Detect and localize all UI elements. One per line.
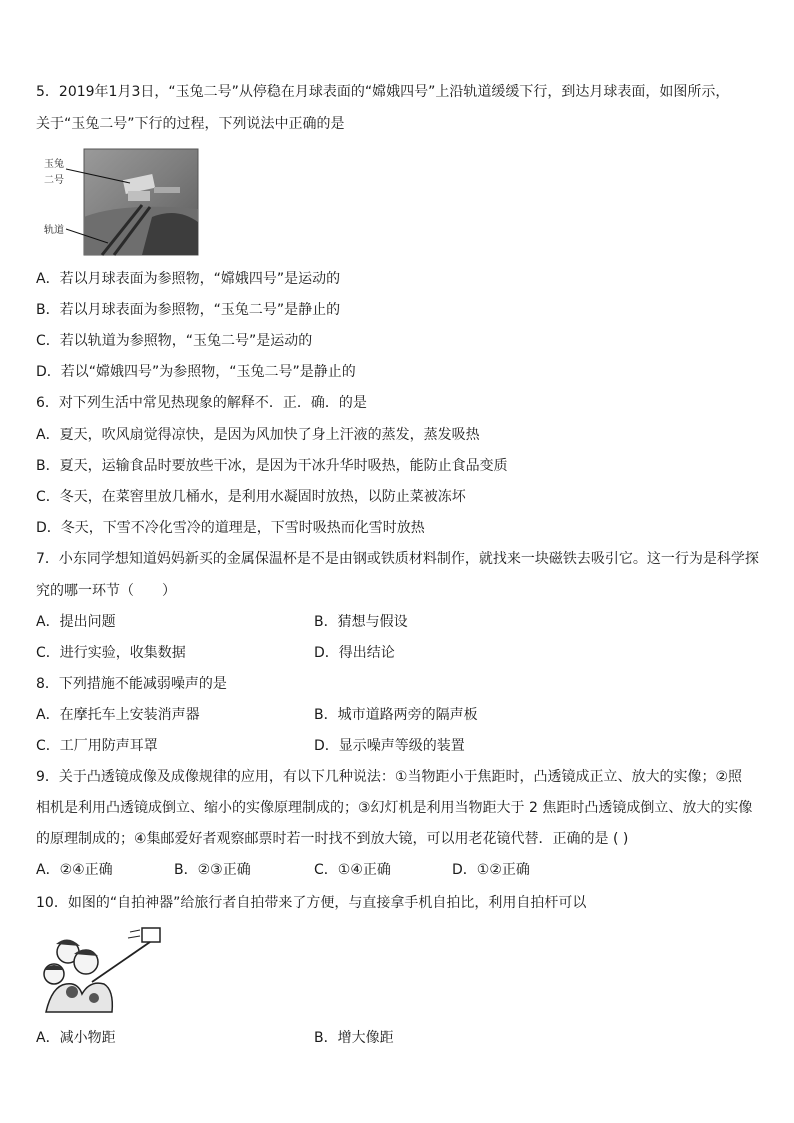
q7-option-d: D．得出结论 — [314, 645, 395, 661]
q6-stem: 6．对下列生活中常见热现象的解释不．正．确．的是 — [36, 395, 367, 411]
q5-stem-line1: 5．2019年1月3日，“玉兔二号”从停稳在月球表面的“嫦娥四号”上沿轨道缓缓下行，到达月球表面，如图所示， — [36, 84, 730, 100]
q9-stem-line3: 的原理制成的；④集邮爱好者观察邮票时若一时找不到放大镜，可以用老花镜代替．正确的是 ( ) — [36, 831, 629, 847]
q8-stem: 8．下列措施不能减弱噪声的是 — [36, 676, 227, 692]
q5-figure-yutu2-photo — [42, 147, 202, 257]
q6-option-a: A．夏天，吹风扇觉得凉快，是因为风加快了身上汗液的蒸发，蒸发吸热 — [36, 427, 480, 443]
q10-stem: 10．如图的“自拍神器”给旅行者自拍带来了方便，与直接拿手机自拍比，利用自拍杆可以 — [36, 895, 587, 911]
q8-option-d: D．显示噪声等级的装置 — [314, 738, 465, 754]
q7-option-a: A．提出问题 — [36, 614, 116, 630]
q8-option-a: A．在摩托车上安装消声器 — [36, 707, 200, 723]
q5-option-a: A．若以月球表面为参照物，“嫦娥四号”是运动的 — [36, 271, 341, 287]
q10-option-b: B．增大像距 — [314, 1030, 394, 1046]
q6-option-b: B．夏天，运输食品时要放些干冰，是因为干冰升华时吸热，能防止食品变质 — [36, 458, 508, 474]
q6-option-c: C．冬天，在菜窖里放几桶水，是利用水凝固时放热，以防止菜被冻坏 — [36, 489, 466, 505]
q9-option-b: B．②③正确 — [174, 862, 251, 878]
q5-stem-line2: 关于“玉兔二号”下行的过程，下列说法中正确的是 — [36, 116, 345, 132]
q10-figure-selfie-stick — [38, 922, 168, 1014]
q5-option-c: C．若以轨道为参照物，“玉兔二号”是运动的 — [36, 333, 313, 349]
q5-option-b: B．若以月球表面为参照物，“玉兔二号”是静止的 — [36, 302, 341, 318]
q9-option-d: D．①②正确 — [452, 862, 530, 878]
q7-stem-line2: 究的哪一环节（ ） — [36, 583, 176, 599]
q8-option-b: B．城市道路两旁的隔声板 — [314, 707, 478, 723]
q6-option-d: D．冬天，下雪不冷化雪冷的道理是，下雪时吸热而化雪时放热 — [36, 520, 425, 536]
selfie-stick-illustration — [38, 922, 168, 1014]
figure-label-yutu-line1: 玉兔 — [44, 159, 64, 170]
q8-option-c: C．工厂用防声耳罩 — [36, 738, 158, 754]
figure-label-track: 轨道 — [44, 225, 64, 236]
q9-stem-line1: 9．关于凸透镜成像及成像规律的应用，有以下几种说法：①当物距小于焦距时，凸透镜成正立、放大的实像；②照 — [36, 769, 743, 785]
q7-option-c: C．进行实验，收集数据 — [36, 645, 186, 661]
lunar-rover-photo — [42, 147, 202, 257]
q9-stem-line2: 相机是利用凸透镜成倒立、缩小的实像原理制成的；③幻灯机是利用当物距大于 2 焦距时凸透镜成倒立、放大的实像 — [36, 800, 753, 816]
q9-option-c: C．①④正确 — [314, 862, 391, 878]
q10-option-a: A．减小物距 — [36, 1030, 116, 1046]
q7-option-b: B．猜想与假设 — [314, 614, 408, 630]
figure-label-yutu-line2: 二号 — [44, 175, 64, 186]
q9-option-a: A．②④正确 — [36, 862, 113, 878]
q5-option-d: D．若以“嫦娥四号”为参照物，“玉兔二号”是静止的 — [36, 364, 356, 380]
q7-stem-line1: 7．小东同学想知道妈妈新买的金属保温杯是不是由钢或铁质材料制作，就找来一块磁铁去吸引它。这一行为是科学探 — [36, 551, 759, 567]
